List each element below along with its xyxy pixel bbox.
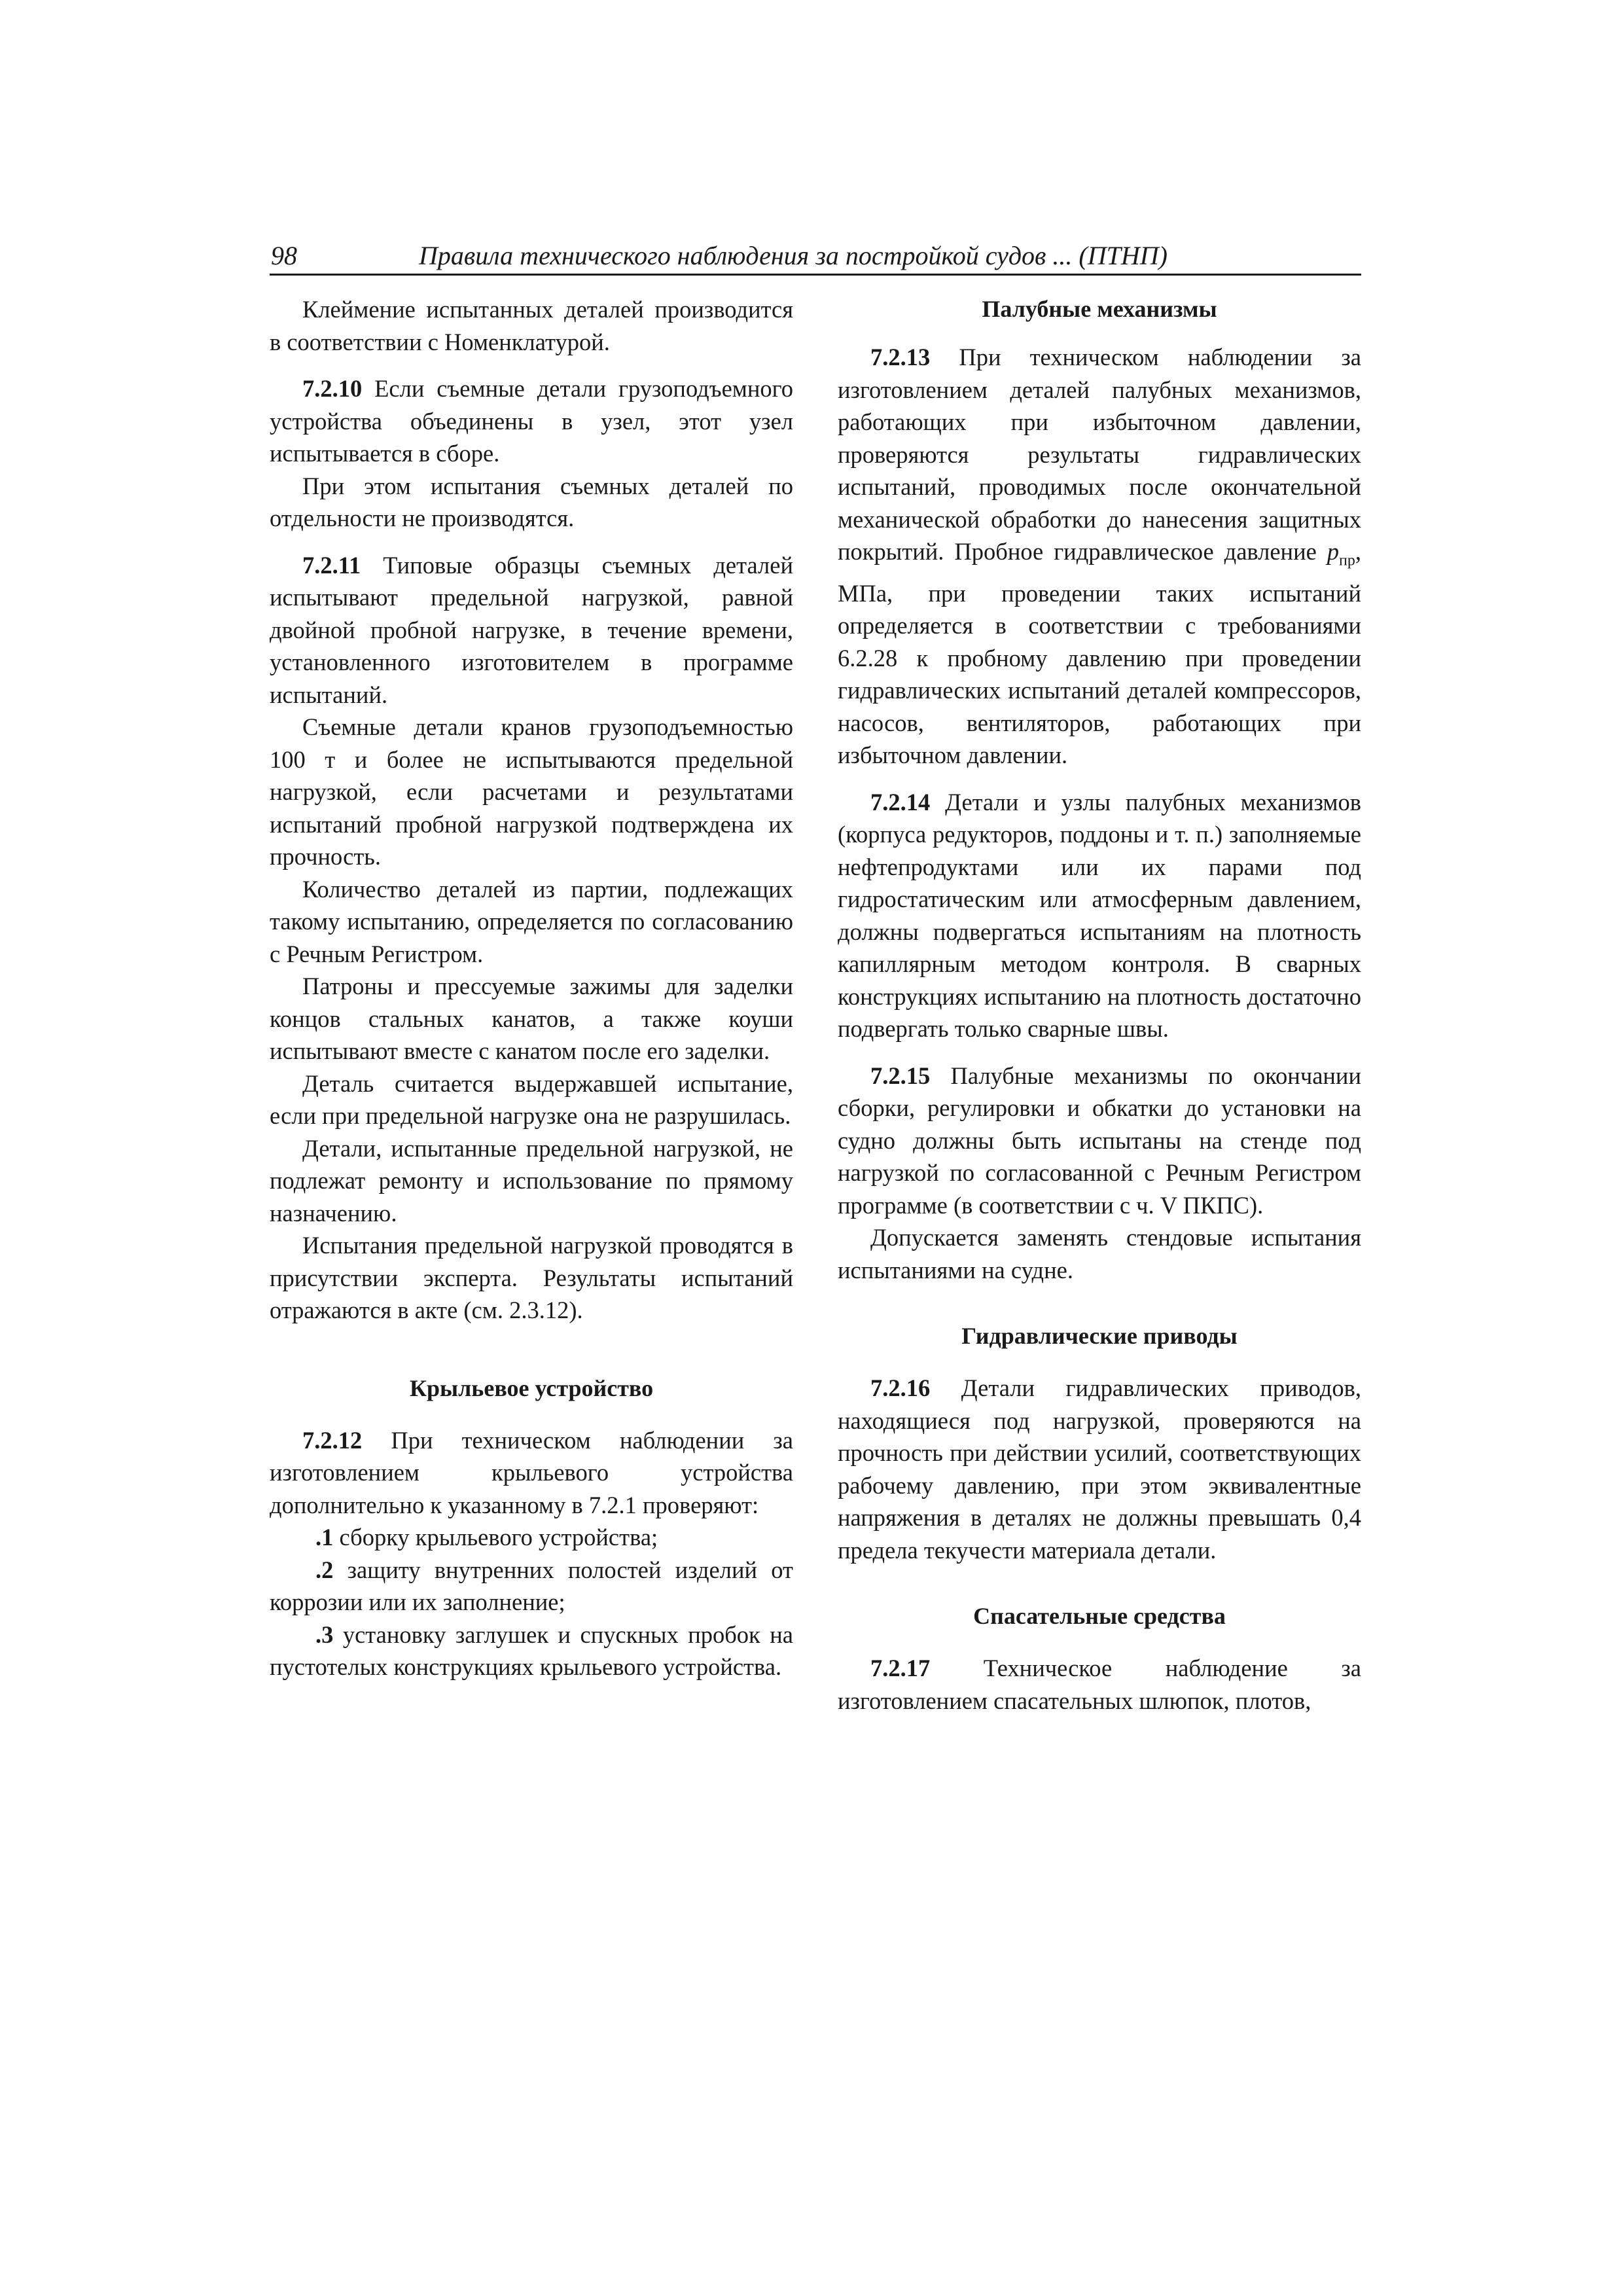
clause-number: 7.2.12	[302, 1426, 363, 1454]
paragraph: Патроны и прессуемые зажимы для заделки концов стальных канатов, а также коуши испытывают вместе с канатом после его заделки.	[270, 973, 793, 1064]
left-column	[270, 293, 793, 1683]
paragraph: Клеймение испытанных деталей производится в соответствии с Номенклатурой.	[270, 296, 793, 355]
clause-number: 7.2.17	[870, 1655, 931, 1682]
clause-number: 7.2.16	[870, 1374, 931, 1402]
clause-number: 7.2.10	[302, 375, 363, 402]
running-title: Правила технического наблюдения за постройкой судов ... (ПТНП)	[419, 241, 1168, 270]
running-header	[270, 241, 1361, 276]
right-column	[838, 293, 1361, 1717]
paragraph: Съемные детали кранов грузоподъемностью 100 т и более не испытываются предельной нагрузкой, если расчетами и результатами испытаний пробной нагрузкой подтверждена их прочность.	[270, 713, 793, 870]
clause-7-2-14	[838, 786, 1361, 1045]
clause-number: 7.2.14	[870, 788, 931, 816]
pressure-symbol: p	[1327, 538, 1340, 565]
clause-text: , МПа, при проведении таких испытаний определяется в соответствии с требованиями 6.2.28 к пробному давлению при проведении гидравлических испытаний деталей компрессоров, насосов, вентиляторов, работающих при избыточном давлении.	[838, 538, 1361, 769]
paragraph: Детали, испытанные предельной нагрузкой, не подлежат ремонту и использование по прямому назначению.	[270, 1134, 793, 1227]
clause-text: Детали и узлы палубных механизмов (корпуса редукторов, поддоны и т. п.) заполняемые нефтепродуктами или их парами под гидростатическим или атмосферным давлением, должны подвергаться испытаниям на плотность капиллярным методом контроля. В сварных конструкциях испытанию на плотность достаточно подвергать только сварные швы.	[838, 788, 1361, 1043]
list-item	[270, 1521, 793, 1554]
section-heading: Палубные механизмы	[982, 296, 1217, 322]
paragraph: Испытания предельной нагрузкой проводятся в присутствии эксперта. Результаты испытаний отражаются в акте (см. 2.3.12).	[270, 1232, 793, 1323]
clause-text: Если съемные детали грузоподъемного устройства объединены в узел, этот узел испытывается в сборе.	[270, 375, 793, 467]
list-number: .2	[315, 1556, 334, 1583]
clause-7-2-11	[270, 549, 793, 711]
clause-7-2-10	[270, 372, 793, 470]
list-item	[270, 1554, 793, 1619]
clause-7-2-12	[270, 1424, 793, 1522]
paragraph: При этом испытания съемных деталей по отдельности не производятся.	[270, 472, 793, 531]
clause-7-2-16	[838, 1372, 1361, 1566]
clause-text: Техническое наблюдение за изготовлением спасательных шлюпок, плотов,	[838, 1655, 1361, 1714]
page-number: 98	[271, 241, 297, 270]
paragraph: Допускается заменять стендовые испытания испытаниями на судне.	[838, 1224, 1361, 1283]
section-heading: Спасательные средства	[973, 1603, 1226, 1630]
list-text: защиту внутренних полостей изделий от коррозии или их заполнение;	[270, 1556, 793, 1615]
list-text: сборку крыльевого устройства;	[333, 1524, 658, 1551]
clause-7-2-15	[838, 1060, 1361, 1222]
list-number: .3	[315, 1621, 334, 1648]
clause-text: Типовые образцы съемных деталей испытывают предельной нагрузкой, равной двойной пробной нагрузке, в течение времени, установленного изготовителем в программе испытаний.	[270, 551, 793, 708]
paragraph: Деталь считается выдержавшей испытание, если при предельной нагрузке она не разрушилась.	[270, 1069, 793, 1129]
pressure-subscript: пр	[1339, 552, 1355, 569]
clause-text: При техническом наблюдении за изготовлением крыльевого устройства дополнительно к указанному в 7.2.1 проверяют:	[270, 1426, 793, 1518]
clause-text: При техническом наблюдении за изготовлением деталей палубных механизмов, работающих при избыточном давлении, проверяются результаты гидравлических испытаний, проводимых после окончательной механической обработки до нанесения защитных покрытий. Пробное гидравлическое давление	[838, 344, 1361, 565]
clause-number: 7.2.15	[870, 1062, 931, 1089]
clause-number: 7.2.11	[302, 551, 361, 579]
clause-text: Палубные механизмы по окончании сборки, регулировки и обкатки до установки на судно должны быть испытаны на стенде под нагрузкой по согласованной с Речным Регистром программе (в соответствии с ч. V ПКПС).	[838, 1062, 1361, 1219]
clause-7-2-17	[838, 1652, 1361, 1717]
list-text: установку заглушек и спускных пробок на пустотелых конструкциях крыльевого устройства.	[270, 1621, 793, 1680]
section-heading: Гидравлические приводы	[961, 1323, 1238, 1350]
section-heading: Крыльевое устройство	[409, 1374, 654, 1401]
clause-number: 7.2.13	[870, 344, 931, 370]
clause-7-2-13	[838, 341, 1361, 772]
list-item	[270, 1619, 793, 1683]
clause-text: Детали гидравлических приводов, находящиеся под нагрузкой, проверяются на прочность при действии усилий, соответствующих рабочему давлению, при этом эквивалентные напряжения в деталях не должны превышать 0,4 предела текучести материала детали.	[838, 1374, 1361, 1564]
list-number: .1	[315, 1524, 334, 1551]
paragraph: Количество деталей из партии, подлежащих такому испытанию, определяется по согласованию с Речным Регистром.	[270, 875, 793, 967]
